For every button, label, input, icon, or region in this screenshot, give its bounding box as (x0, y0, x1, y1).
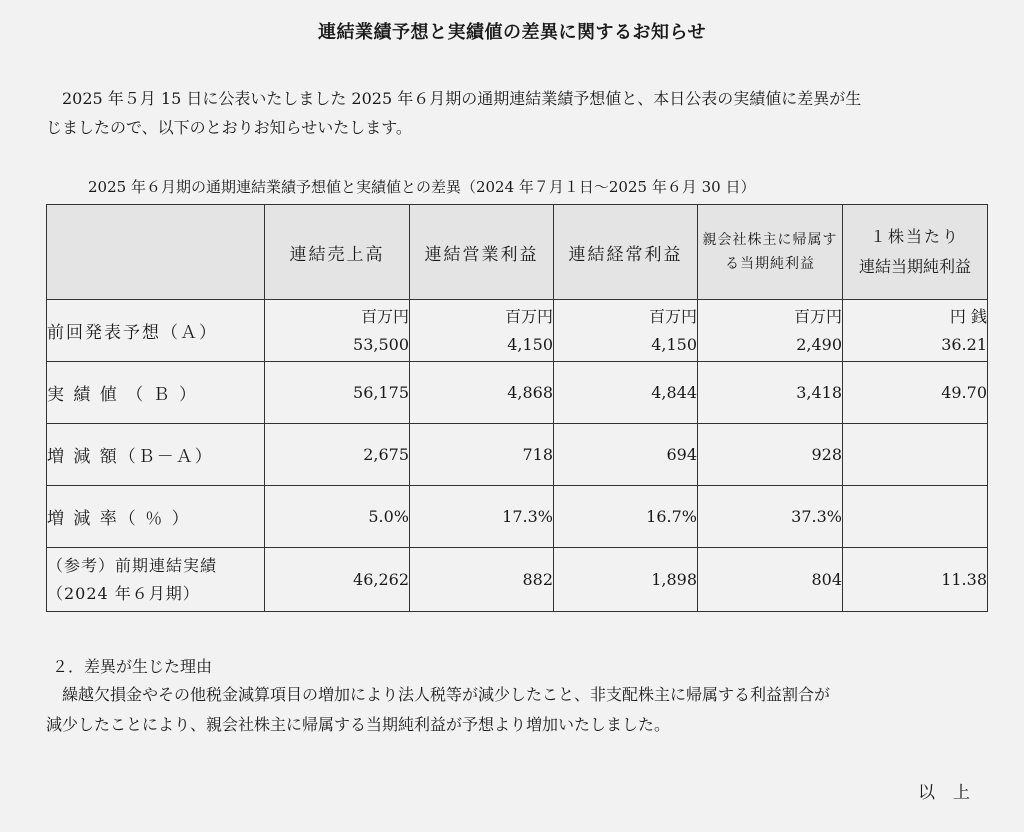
value: 4,150 (507, 334, 553, 354)
cell-change-ordinary: 694 (554, 424, 698, 486)
cell-forecast-sales (265, 300, 410, 362)
results-table (46, 204, 988, 612)
cell-rate-ordinary: 16.7% (554, 486, 698, 548)
cell-rate-eps (843, 486, 988, 548)
unit-label: 百万円 (504, 306, 553, 326)
header-corner (47, 205, 265, 300)
table-row (47, 362, 988, 424)
header-operating-profit: 連結営業利益 (410, 205, 554, 300)
cell-change-sales: 2,675 (265, 424, 410, 486)
document-title: 連結業績予想と実績値の差異に関するお知らせ (318, 22, 706, 43)
cell-forecast-eps (843, 300, 988, 362)
intro-paragraph (46, 84, 990, 142)
closing-mark: 以上 (918, 783, 988, 803)
header-eps-line-1: １株当たり (869, 227, 960, 246)
cell-change-operating: 718 (410, 424, 554, 486)
header-eps (843, 205, 988, 300)
cell-actual-net: 3,418 (698, 362, 843, 424)
table-row (47, 424, 988, 486)
intro-line-1: 2025 年５月 15 日に公表いたしました 2025 年６月期の通期連結業績予想値と、本日公表の実績値に差異が生 (46, 89, 862, 108)
unit-label: 百万円 (648, 306, 697, 326)
row-label-change: 増 減 額（Ｂ－Ａ） (47, 424, 265, 486)
row-label-previous (47, 548, 265, 612)
header-eps-line-2: 連結当期純利益 (858, 257, 971, 276)
value: 4,150 (651, 334, 697, 354)
reason-paragraph (46, 680, 990, 740)
cell-forecast-net (698, 300, 843, 362)
row-label-forecast: 前回発表予想（Ａ） (47, 300, 265, 362)
intro-line-2: じましたので、以下のとおりお知らせいたします。 (46, 118, 412, 137)
cell-previous-operating: 882 (410, 548, 554, 612)
cell-forecast-operating (410, 300, 554, 362)
cell-rate-net: 37.3% (698, 486, 843, 548)
cell-actual-eps: 49.70 (843, 362, 988, 424)
value: 36.21 (941, 334, 987, 354)
value: 2,490 (796, 334, 842, 354)
unit-label: 百万円 (360, 306, 409, 326)
table-caption: 2025 年６月期の通期連結業績予想値と実績値との差異（2024 年７月１日～2025 年６月 30 日） (88, 178, 756, 196)
cell-actual-ordinary: 4,844 (554, 362, 698, 424)
table-row (47, 548, 988, 612)
reason-line-2: 減少したことにより、親会社株主に帰属する当期純利益が予想より増加いたしました。 (46, 715, 671, 734)
section-heading: ２．差異が生じた理由 (52, 657, 213, 676)
cell-change-eps (843, 424, 988, 486)
cell-previous-eps: 11.38 (843, 548, 988, 612)
cell-actual-sales: 56,175 (265, 362, 410, 424)
cell-previous-ordinary: 1,898 (554, 548, 698, 612)
cell-previous-net: 804 (698, 548, 843, 612)
value: 53,500 (353, 334, 409, 354)
table-row (47, 486, 988, 548)
cell-previous-sales: 46,262 (265, 548, 410, 612)
row-label-rate: 増 減 率（ ％ ） (47, 486, 265, 548)
header-ordinary-profit: 連結経常利益 (554, 205, 698, 300)
row-label-previous-line-1: （参考）前期連結実績 (47, 555, 218, 575)
unit-label: 円 銭 (949, 306, 987, 326)
header-sales: 連結売上高 (265, 205, 410, 300)
unit-label: 百万円 (793, 306, 842, 326)
cell-change-net: 928 (698, 424, 843, 486)
row-label-previous-line-2: （2024 年６月期） (47, 583, 200, 603)
cell-rate-sales: 5.0% (265, 486, 410, 548)
cell-actual-operating: 4,868 (410, 362, 554, 424)
cell-rate-operating: 17.3% (410, 486, 554, 548)
row-label-actual: 実 績 値 （ Ｂ ） (47, 362, 265, 424)
cell-forecast-ordinary (554, 300, 698, 362)
table-header-row (47, 205, 988, 300)
table-row (47, 300, 988, 362)
reason-line-1: 繰越欠損金やその他税金減算項目の増加により法人税等が減少したこと、非支配株主に帰属する利益割合が (46, 685, 831, 704)
header-net-income: 親会社株主に帰属する当期純利益 (698, 205, 843, 300)
